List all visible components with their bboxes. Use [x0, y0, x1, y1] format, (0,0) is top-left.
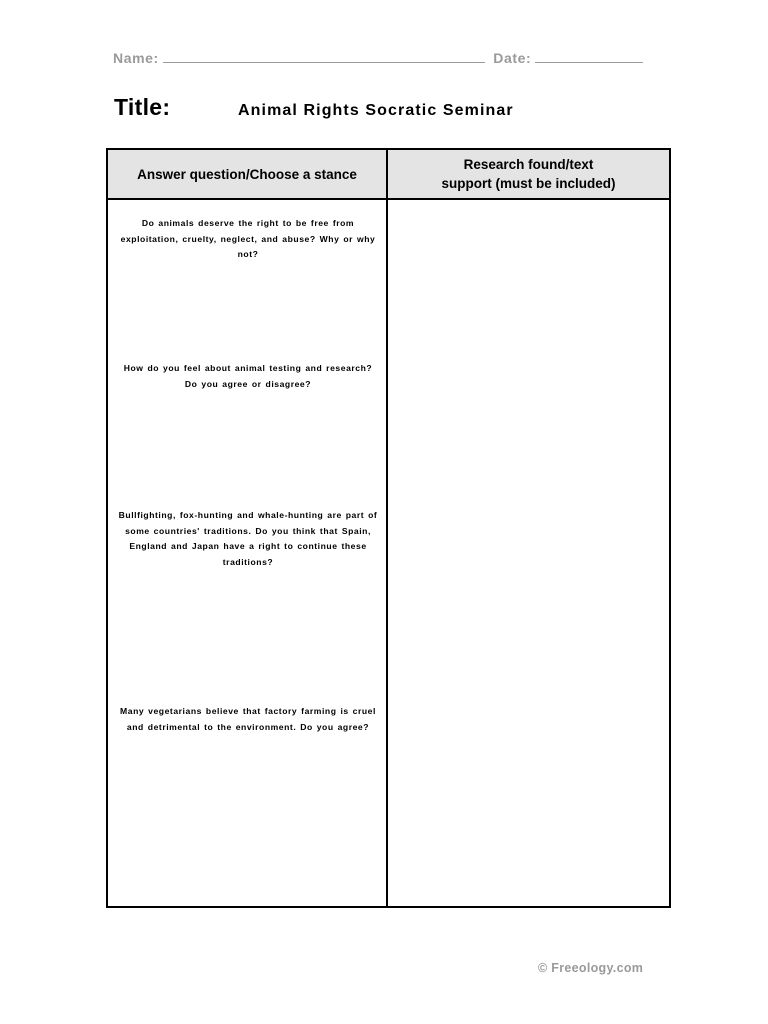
column-header-research-line2: support (must be included) — [441, 176, 616, 191]
copyright-footer: © Freeology.com — [538, 961, 644, 975]
questions-cell[interactable] — [107, 199, 387, 907]
table-header-row — [107, 149, 670, 199]
question-2: How do you feel about animal testing and research? Do you agree or disagree? — [123, 363, 373, 389]
question-3: Bullfighting, fox-hunting and whale-hunting are part of some countries' traditions. Do you think that Spain, England and Japan have a right to continue these traditions? — [118, 510, 378, 567]
title-row — [114, 94, 674, 128]
worksheet-table — [106, 148, 671, 908]
date-field[interactable] — [535, 48, 643, 63]
name-field[interactable] — [163, 48, 485, 63]
header-line — [113, 48, 658, 68]
column-header-research-line1: Research found/text — [463, 157, 594, 172]
question-1: Do animals deserve the right to be free from exploitation, cruelty, neglect, and abuse? Why or why not? — [120, 218, 376, 259]
name-label: Name: — [113, 50, 159, 66]
column-header-stance: Answer question/Choose a stance — [107, 149, 387, 199]
column-header-research — [387, 149, 670, 199]
table-row — [107, 199, 670, 907]
page-title: Animal Rights Socratic Seminar — [238, 102, 514, 119]
question-4: Many vegetarians believe that factory farming is cruel and detrimental to the environment. Do you agree? — [120, 706, 376, 732]
research-cell[interactable] — [387, 199, 670, 907]
title-label: Title: — [114, 94, 171, 120]
date-label: Date: — [493, 50, 532, 66]
